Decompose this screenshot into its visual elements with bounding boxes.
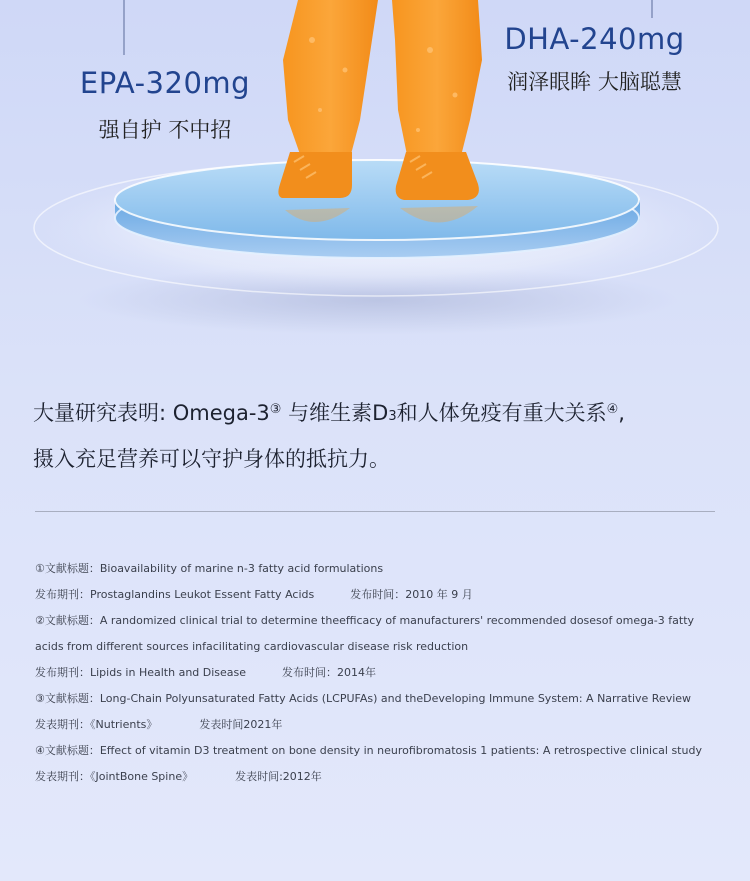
footnote-3: ③ [269,402,282,417]
section-divider [35,511,715,512]
epa-benefit: 强自护 不中招 [98,118,232,142]
research-claim [33,392,723,481]
ref-2-title: ②文献标题：A randomized clinical trial to determine theefficacy of manufacturers' recommended dosesof omega-3 fatty [35,614,695,627]
hero-illustration [0,0,750,360]
ref-3-title: ③文献标题：Long-Chain Polyunsaturated Fatty Acids (LCPUFAs) and theDeveloping Immune System: A Narrative Review [35,692,692,705]
footnote-4: ④ [606,402,619,417]
ref-4-title: ④文献标题：Effect of vitamin D3 treatment on bone density in neurofibromatosis 1 patients: A retrospective clinical study [35,744,702,757]
ref-2-meta: 发布期刊：Lipids in Health and Disease 发布时间：2014年 [35,666,377,679]
dha-amount: DHA-240mg [504,22,685,56]
ref-1-title: ①文献标题：Bioavailability of marine n-3 fatty acid formulations [35,562,384,575]
ref-3-meta: 发表期刊：《Nutrients》 发表时间2021年 [35,718,283,731]
references-list [35,556,725,790]
claim-line-1: 大量研究表明: Omega-3③ 与维生素D3和人体免疫有重大关系④, [33,401,625,425]
dha-benefit: 润泽眼眸 大脑聪慧 [507,70,682,94]
ref-1-meta: 发布期刊：Prostaglandins Leukot Essent Fatty Acids 发布时间：2010 年 9 月 [35,588,473,601]
epa-amount: EPA-320mg [79,66,251,100]
claim-line-2: 摄入充足营养可以守护身体的抵抗力。 [33,447,390,471]
ref-2-title-cont: acids from different sources infacilitating cardiovascular disease risk reduction [35,640,469,653]
ref-4-meta: 发表期刊：《JointBone Spine》 发表时间:2012年 [35,770,322,783]
